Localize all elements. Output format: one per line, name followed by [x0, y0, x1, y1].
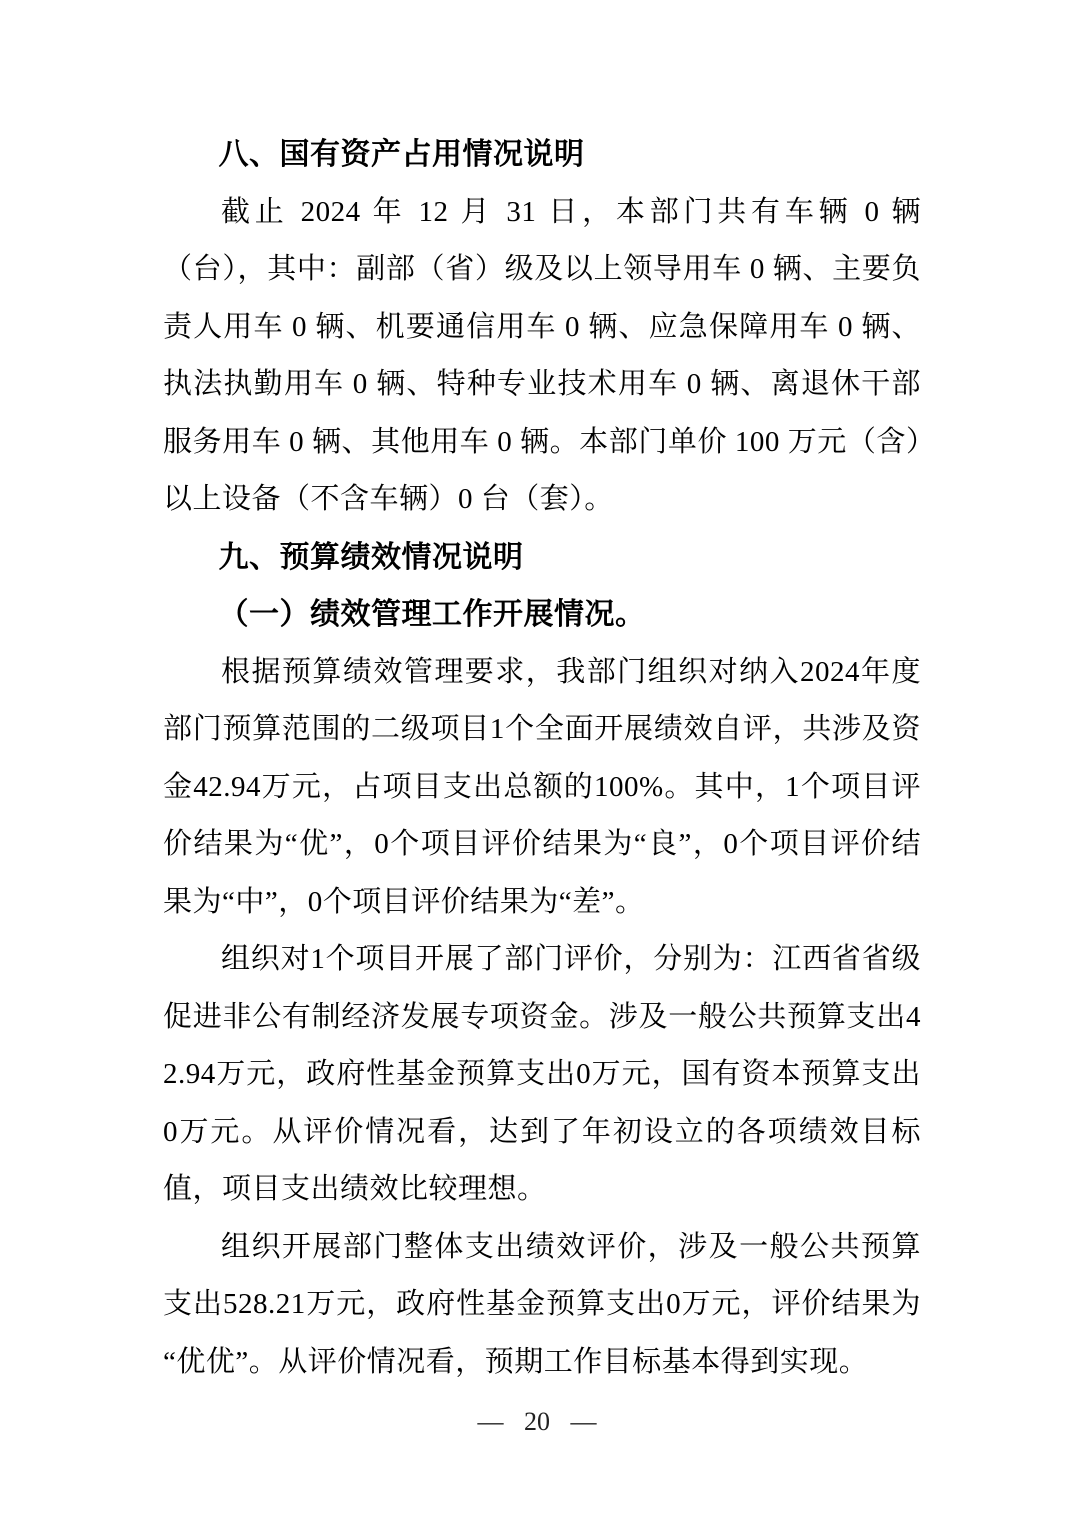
- paragraph-department-evaluation: 组织对1个项目开展了部门评价，分别为：江西省省级促进非公有制经济发展专项资金。涉及一般公共预算支出42.94万元，政府性基金预算支出0万元，国有资本预算支出0万元。从评价情况看，达到了年初设立的各项绩效目标值，项目支出绩效比较理想。: [163, 943, 921, 1205]
- paragraph-state-assets: 截止 2024 年 12 月 31 日，本部门共有车辆 0 辆（台），其中：副部（省）级及以上领导用车 0 辆、主要负责人用车 0 辆、机要通信用车 0 辆、应急保障用车 0 辆、执法执勤用车 0 辆、特种专业技术用车 0 辆、离退休干部服务用车 0 辆、其他用车 0 辆。本部门单价 100 万元（含）以上设备（不含车辆）0 台（套）。: [163, 195, 921, 515]
- section-heading-state-assets: 八、国有资产占用情况说明: [218, 138, 585, 171]
- paragraph-overall-expenditure-evaluation: 组织开展部门整体支出绩效评价，涉及一般公共预算支出528.21万元，政府性基金预算支出0万元，评价结果为“优优”。从评价情况看，预期工作目标基本得到实现。: [163, 1230, 921, 1378]
- section-heading-budget-performance: 九、预算绩效情况说明: [218, 540, 524, 574]
- document-content: [163, 126, 921, 1391]
- page-number: — 20 —: [477, 1407, 597, 1436]
- subsection-heading-performance-management: （一）绩效管理工作开展情况。: [218, 598, 646, 631]
- paragraph-performance-self-evaluation: 根据预算绩效管理要求，我部门组织对纳入2024年度部门预算范围的二级项目1个全面开展绩效自评，共涉及资金42.94万元，占项目支出总额的100%。其中，1个项目评价结果为“优”，0个项目评价结果为“良”，0个项目评价结果为“中”，0个项目评价结果为“差”。: [163, 655, 921, 918]
